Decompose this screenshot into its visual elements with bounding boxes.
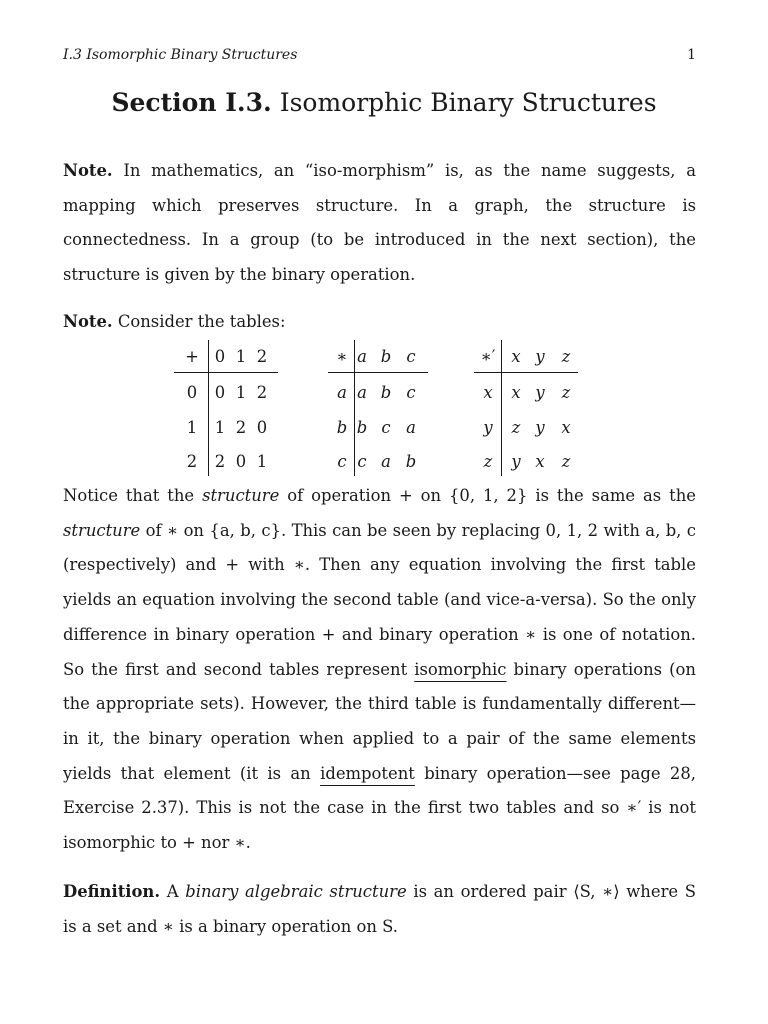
note-label: Note. xyxy=(63,161,113,180)
section-title xyxy=(0,88,768,117)
table-cell: b xyxy=(380,383,392,402)
note-label: Note. xyxy=(63,312,113,331)
emphasis: structure xyxy=(202,486,280,505)
page-number: 1 xyxy=(687,47,696,63)
table-divider xyxy=(354,340,355,476)
table-row-header: 0 xyxy=(186,383,198,402)
table-cell: 2 xyxy=(214,452,226,471)
table-row-header: z xyxy=(483,452,493,471)
table-cell: z xyxy=(561,383,571,402)
table-row-header: b xyxy=(336,418,348,437)
table-col-header: c xyxy=(406,347,416,366)
table-cell: 1 xyxy=(214,418,226,437)
table-row-header: 2 xyxy=(186,452,198,471)
table-col-header: z xyxy=(561,347,571,366)
table-col-header: x xyxy=(511,347,521,366)
table-cell: x xyxy=(511,383,521,402)
table-col-header: a xyxy=(357,347,367,366)
running-title: I.3 Isomorphic Binary Structures xyxy=(63,47,298,63)
definition-text: A xyxy=(166,882,186,901)
table-op-symbol: ∗′ xyxy=(480,347,496,366)
table-cell: y xyxy=(535,418,545,437)
term-isomorphic: isomorphic xyxy=(414,659,507,679)
body-text: Notice that the xyxy=(63,486,203,505)
definition-text: is an ordered pair ⟨S, ∗⟩ where S is a set and ∗ is a binary operation on S. xyxy=(63,882,696,936)
table-op-symbol: + xyxy=(185,347,199,366)
table-cell: y xyxy=(511,452,521,471)
body-text: binary operation—see page 28, Exercise 2.37). This is not the case in the first two tables and so ∗′ is not isomorphic to + nor ∗. xyxy=(63,763,696,853)
body-paragraph xyxy=(63,479,696,861)
table-col-header: b xyxy=(380,347,392,366)
body-text: of ∗ on {a, b, c}. This can be seen by replacing 0, 1, 2 with a, b, c (respectively) and + with ∗. Then any equation involving the first table yields an equation involving the second table (and vice-a-versa). So the only difference in binary operation + and binary operation ∗ is one of notation. So the first and second tables represent xyxy=(63,520,696,679)
section-name: Isomorphic Binary Structures xyxy=(279,88,657,117)
table-col-header: y xyxy=(535,347,545,366)
table-cell: y xyxy=(535,383,545,402)
table-cell: 0 xyxy=(235,452,247,471)
table-col-header: 1 xyxy=(235,347,247,366)
definition-label: Definition. xyxy=(63,882,161,901)
emphasis: structure xyxy=(63,520,141,540)
table-cell: z xyxy=(561,452,571,471)
defined-term: binary algebraic structure xyxy=(185,882,407,901)
table-cell: a xyxy=(381,452,391,471)
table-cell: 0 xyxy=(256,418,268,437)
table-divider xyxy=(208,340,209,476)
table-cell: x xyxy=(561,418,571,437)
table-row-header: c xyxy=(337,452,347,471)
table-col-header: 2 xyxy=(256,347,268,366)
table-row-header: 1 xyxy=(186,418,198,437)
table-cell: b xyxy=(405,452,417,471)
body-text: binary operations (on the appropriate sets). However, the third table is fundamentally different—in it, the binary operation when applied to a pair of the same elements yields that element (it is an xyxy=(63,659,696,783)
section-number: Section I.3. xyxy=(111,88,272,117)
definition-paragraph xyxy=(63,875,696,944)
table-cell: c xyxy=(381,418,391,437)
table-divider xyxy=(328,372,428,373)
table-row-header: y xyxy=(483,418,493,437)
table-cell: z xyxy=(511,418,521,437)
table-col-header: 0 xyxy=(214,347,226,366)
note-text: Consider the tables: xyxy=(117,312,286,331)
table-row-header: x xyxy=(483,383,493,402)
table-row-header: a xyxy=(337,383,347,402)
note-text: In mathematics, an “iso-morphism” is, as the name suggests, a mapping which preserves structure. In a graph, the structure is connectedness. In a group (to be introduced in the next section), the structure is given by the binary operation. xyxy=(63,161,696,285)
table-cell: b xyxy=(356,418,368,437)
table-op-symbol: ∗ xyxy=(336,347,348,366)
table-cell: 1 xyxy=(256,452,268,471)
term-idempotent: idempotent xyxy=(320,763,415,783)
table-divider xyxy=(474,372,578,373)
table-cell: 2 xyxy=(235,418,247,437)
table-divider xyxy=(501,340,502,476)
table-cell: a xyxy=(406,418,416,437)
table-cell: 2 xyxy=(256,383,268,402)
table-cell: 1 xyxy=(235,383,247,402)
table-cell: c xyxy=(357,452,367,471)
table-divider xyxy=(174,372,278,373)
table-cell: x xyxy=(535,452,545,471)
page-header xyxy=(63,47,696,67)
body-text: of operation + on {0, 1, 2} is the same as the xyxy=(279,486,696,505)
table-cell: a xyxy=(357,383,367,402)
note-paragraph-1 xyxy=(63,154,696,293)
table-cell: 0 xyxy=(214,383,226,402)
table-cell: c xyxy=(406,383,416,402)
note-paragraph-2 xyxy=(63,305,696,340)
